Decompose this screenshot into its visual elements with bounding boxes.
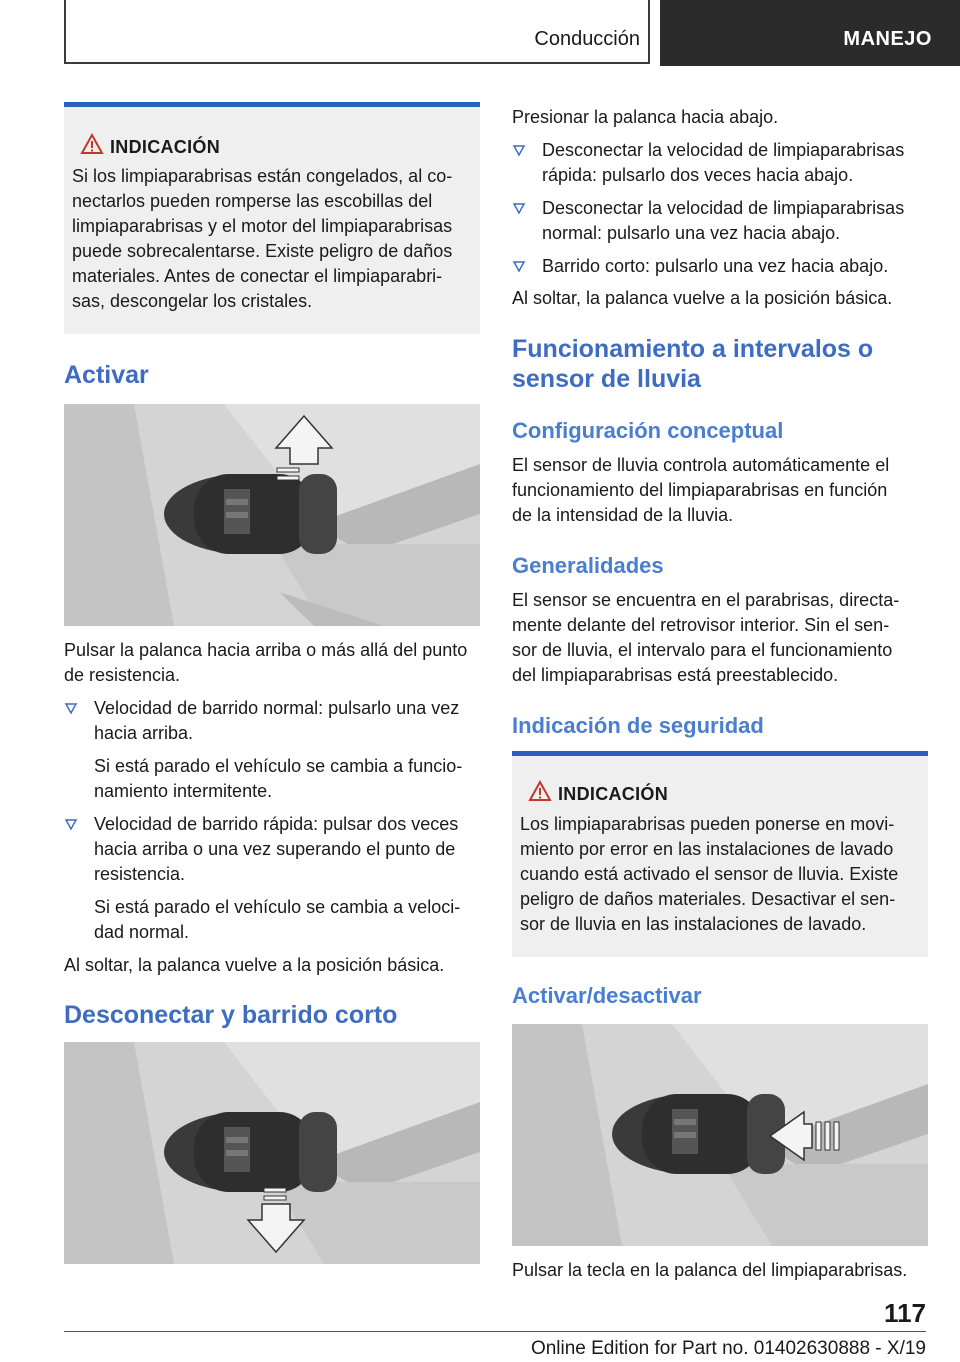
wiper-lever-photo-down bbox=[64, 1042, 480, 1264]
warning-line: miento por error en las instalaciones de lavado bbox=[520, 839, 894, 859]
note-line: Si está parado el vehículo se cambia a veloci‐ bbox=[94, 897, 461, 917]
general-line: El sensor se encuentra en el parabrisas, directa‐ bbox=[512, 590, 900, 610]
list-item-text: Velocidad de barrido normal: pulsarlo una vez bbox=[94, 698, 460, 718]
general-line: del limpiaparabrisas está preestablecido. bbox=[512, 665, 839, 685]
press-down-text: Presionar la palanca hacia abajo. bbox=[512, 107, 779, 127]
config-line: funcionamiento del limpiaparabrisas en función bbox=[512, 480, 888, 500]
warning-line: puede sobrecalentarse. Existe peligro de daños bbox=[72, 241, 453, 261]
list-item-text: normal: pulsarlo una vez hacia abajo. bbox=[542, 223, 841, 243]
intro-line: Pulsar la palanca hacia arriba o más allá del punto bbox=[64, 640, 468, 660]
warning-line: materiales. Antes de conectar el limpiaparabri‐ bbox=[72, 266, 443, 286]
warning-title: INDICACIÓN bbox=[110, 137, 220, 157]
bullet-triangle-icon bbox=[512, 201, 526, 215]
warning-line: nectarlos pueden romperse las escobillas del bbox=[72, 191, 433, 211]
list-item-text: Barrido corto: pulsarlo una vez hacia abajo. bbox=[542, 256, 889, 276]
note-line: Si está parado el vehículo se cambia a funcio‐ bbox=[94, 756, 463, 776]
bullet-triangle-icon bbox=[512, 259, 526, 273]
heading-activar: Activar bbox=[64, 361, 149, 389]
list-item-text: Velocidad de barrido rápida: pulsar dos veces bbox=[94, 814, 459, 834]
intro-line: de resistencia. bbox=[64, 665, 181, 685]
final-text: Pulsar la tecla en la palanca del limpiaparabrisas. bbox=[512, 1260, 908, 1280]
page-number: 117 bbox=[884, 1298, 926, 1328]
release-text: Al soltar, la palanca vuelve a la posición básica. bbox=[64, 955, 445, 975]
bullet-triangle-icon bbox=[512, 143, 526, 157]
config-line: El sensor de lluvia controla automáticamente el bbox=[512, 455, 890, 475]
list-item-text: Desconectar la velocidad de limpiaparabrisas bbox=[542, 140, 905, 160]
footer-divider bbox=[64, 1331, 926, 1332]
general-line: sor de lluvia, el intervalo para el funcionamiento bbox=[512, 640, 893, 660]
warning-box bbox=[512, 751, 928, 957]
warning-line: peligro de daños materiales. Desactivar el sen‐ bbox=[520, 889, 896, 909]
chapter-title: MANEJO bbox=[843, 28, 932, 50]
heading-activar-desactivar: Activar/desactivar bbox=[512, 983, 702, 1008]
list-item-text: hacia arriba o una vez superando el punto de bbox=[94, 839, 456, 859]
wiper-lever-photo-button bbox=[512, 1024, 928, 1246]
config-line: de la intensidad de la lluvia. bbox=[512, 505, 734, 525]
wiper-lever-photo-up bbox=[64, 404, 480, 626]
chapter-tab bbox=[660, 0, 960, 66]
bullet-triangle-icon bbox=[64, 701, 78, 715]
general-line: mente delante del retrovisor interior. Sin el sen‐ bbox=[512, 615, 890, 635]
heading-intervalos-line2: sensor de lluvia bbox=[512, 365, 701, 393]
heading-desconectar: Desconectar y barrido corto bbox=[64, 1001, 398, 1029]
release-text: Al soltar, la palanca vuelve a la posición básica. bbox=[512, 288, 893, 308]
footer-edition: Online Edition for Part no. 01402630888 - X/19 bbox=[530, 1338, 926, 1359]
heading-intervalos: Funcionamiento a intervalos o bbox=[512, 335, 874, 363]
bullet-triangle-icon bbox=[64, 817, 78, 831]
warning-line: cuando está activado el sensor de lluvia. Existe bbox=[520, 864, 899, 884]
warning-line: limpiaparabrisas y el motor del limpiaparabrisas bbox=[72, 216, 453, 236]
warning-triangle-icon bbox=[80, 133, 104, 155]
warning-line: Los limpiaparabrisas pueden ponerse en movi‐ bbox=[520, 814, 895, 834]
subheading-seguridad: Indicación de seguridad bbox=[512, 713, 764, 738]
warning-box bbox=[64, 102, 480, 334]
warning-title: INDICACIÓN bbox=[558, 784, 668, 804]
note-line: dad normal. bbox=[94, 922, 190, 942]
warning-triangle-icon bbox=[528, 780, 552, 802]
warning-line: Si los limpiaparabrisas están congelados, al co‐ bbox=[72, 166, 453, 186]
subheading-config: Configuración conceptual bbox=[512, 418, 784, 443]
section-title: Conducción bbox=[534, 28, 640, 50]
subheading-general: Generalidades bbox=[512, 553, 664, 578]
list-item-text: hacia arriba. bbox=[94, 723, 194, 743]
note-line: namiento intermitente. bbox=[94, 781, 273, 801]
list-item-text: Desconectar la velocidad de limpiaparabrisas bbox=[542, 198, 905, 218]
warning-line: sor de lluvia en las instalaciones de lavado. bbox=[520, 914, 867, 934]
list-item-text: rápida: pulsarlo dos veces hacia abajo. bbox=[542, 165, 854, 185]
list-item-text: resistencia. bbox=[94, 864, 186, 884]
warning-line: sas, descongelar los cristales. bbox=[72, 291, 313, 311]
